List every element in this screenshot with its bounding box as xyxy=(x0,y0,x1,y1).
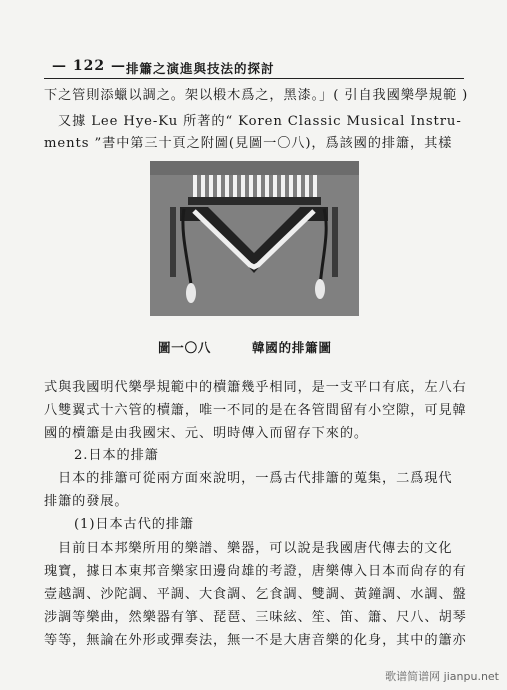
section-heading: 2.日本的排簫 xyxy=(74,448,159,463)
header-rule xyxy=(44,78,464,79)
text-line: 排簫的發展。 xyxy=(44,494,129,509)
text-line: 國的櫝簫是由我國宋、元、明時傳入而留存下來的。 xyxy=(44,426,369,441)
paixiao-photo xyxy=(150,161,359,316)
text-line: 下之管則添蠟以調之。架以椴木爲之，黑漆。」( 引自我國樂學規範 ) xyxy=(44,88,469,103)
figure-title: 韓國的排簫圖 xyxy=(252,340,332,355)
figure-label: 圖一〇八 xyxy=(158,340,212,355)
text-line: 式與我國明代樂學規範中的櫝簫幾乎相同，是一支平口有底，左八右 xyxy=(44,380,467,395)
text-line: 瑰寶，據日本東邦音樂家田邊尙雄的考證，唐樂傳入日本而尙存的有 xyxy=(44,564,467,579)
running-title: 排簫之演進與技法的探討 xyxy=(126,61,275,76)
text-line: 日本的排簫可從兩方面來說明，一爲古代排簫的蒐集，二爲現代 xyxy=(58,471,453,486)
text-line: 目前日本邦樂所用的樂譜、樂器，可以說是我國唐代傳去的文化 xyxy=(58,541,453,556)
figure-korean-paixiao xyxy=(150,161,359,316)
page-number: — 122 — xyxy=(52,58,126,74)
text-line: 等等，無論在外形或彈奏法，無一不是大唐音樂的化身，其中的簫亦 xyxy=(44,633,467,648)
figure-caption xyxy=(158,338,418,356)
text-line: 又據 Lee Hye-Ku 所著的“ Koren Classic Musical Instru- xyxy=(58,114,462,129)
text-line: ments ”書中第三十頁之附圖(見圖一〇八)，爲該國的排簫，其樣 xyxy=(44,136,453,151)
running-header xyxy=(44,58,464,78)
subsection-heading: (1)日本古代的排簫 xyxy=(74,517,194,532)
watermark: 歌谱简谱网 jianpu.net xyxy=(385,670,499,683)
text-line: 壹越調、沙陀調、平調、大食調、乞食調、雙調、黃鐘調、水調、盤 xyxy=(44,587,467,602)
text-line: 八雙翼式十六管的櫝簫，唯一不同的是在各管間留有小空隙，可見韓 xyxy=(44,403,467,418)
text-line: 涉調等樂曲，然樂器有箏、琵琶、三味絃、笙、笛、簫、尺八、胡琴 xyxy=(44,610,467,625)
